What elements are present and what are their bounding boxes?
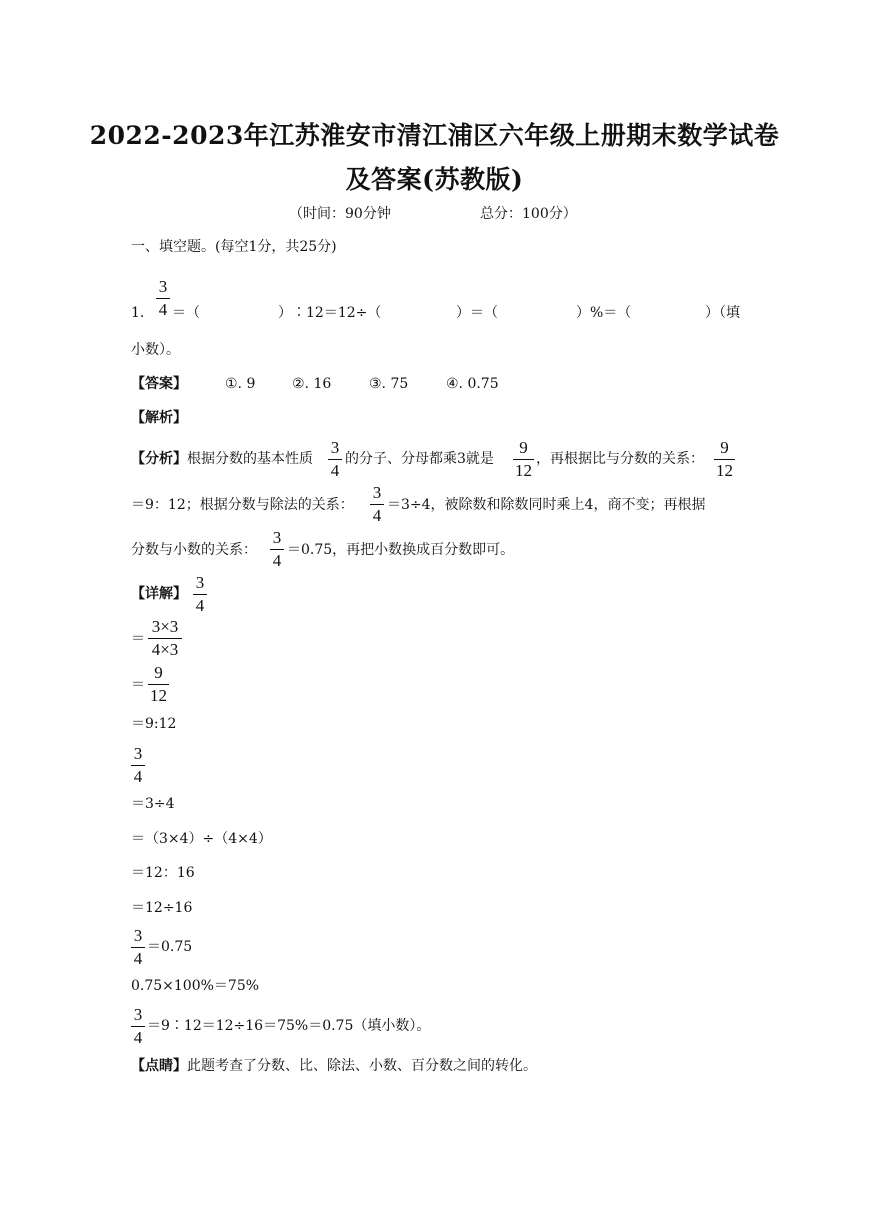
step-ratio: ＝9:12 — [131, 716, 177, 732]
fraction-bar — [131, 1026, 145, 1027]
numerator: 3 — [133, 926, 143, 945]
fraction-3-4 — [270, 528, 284, 571]
fraction-3-4 — [193, 573, 207, 616]
step-ratio-2: ＝12：16 — [131, 865, 195, 881]
blank-3: ）＝（ — [456, 305, 498, 321]
denominator: 4×3 — [151, 640, 179, 659]
fraction-3-4 — [131, 1005, 145, 1048]
fraction-9-12 — [513, 438, 534, 481]
fraction-bar — [513, 459, 534, 460]
fenxi-text-e: ＝3÷4，被除数和除数同时乘上4，商不变；再根据 — [387, 497, 706, 513]
fraction-3-4 — [131, 926, 145, 969]
fraction-bar — [714, 459, 735, 460]
fraction-bar — [148, 684, 169, 685]
equals-sign: ＝ — [131, 631, 145, 647]
answer-label: 【答案】 — [131, 376, 187, 392]
numerator: 3 — [158, 277, 168, 296]
numerator: 3 — [272, 528, 282, 547]
step-percent: 0.75×100%＝75% — [131, 978, 260, 994]
step-decimal: ＝0.75 — [147, 939, 193, 955]
numerator: 9 — [720, 438, 729, 457]
fenxi-text-c: ，再根据比与分数的关系： — [536, 451, 704, 467]
answer-1: ①. 9 — [225, 376, 256, 392]
fraction-3-4 — [156, 277, 170, 320]
answer-4: ④. 0.75 — [446, 376, 499, 392]
denominator: 4 — [158, 300, 168, 319]
blank-1: ＝（ — [172, 305, 200, 321]
exam-total-score: 总分：100分） — [480, 206, 577, 222]
fraction-bar — [156, 298, 170, 299]
question-continuation: 小数）。 — [131, 342, 180, 358]
numerator: 3 — [133, 1005, 143, 1024]
numerator: 9 — [154, 663, 163, 682]
denominator: 4 — [272, 551, 282, 570]
numerator: 3 — [195, 573, 205, 592]
fraction-9-12 — [714, 438, 735, 481]
step-division: ＝3÷4 — [131, 796, 175, 812]
step-division-2: ＝12÷16 — [131, 900, 193, 916]
numerator: 3×3 — [151, 617, 179, 636]
fraction-bar — [148, 638, 182, 639]
numerator: 3 — [330, 438, 340, 457]
denominator: 4 — [372, 506, 382, 525]
denominator: 4 — [133, 767, 143, 786]
numerator: 3 — [372, 483, 382, 502]
fraction-3-4 — [131, 744, 145, 787]
denominator: 4 — [195, 596, 205, 615]
fenxi-label: 【分析】 — [131, 451, 187, 467]
fenxi-text-b: 的分子、分母都乘3就是 — [345, 451, 494, 467]
fraction-3x3-4x3 — [148, 617, 182, 660]
fraction-bar — [270, 549, 284, 550]
blank-4: ）%＝（ — [576, 305, 632, 321]
equals-sign: ＝ — [131, 677, 145, 693]
fraction-3-4 — [370, 483, 384, 526]
fraction-bar — [328, 459, 342, 460]
denominator: 4 — [330, 461, 340, 480]
fraction-3-4 — [328, 438, 342, 481]
fraction-bar — [193, 594, 207, 595]
fraction-bar — [131, 765, 145, 766]
blank-5: ）（填 — [705, 305, 740, 321]
fenxi-text-d: ＝9：12；根据分数与除法的关系： — [131, 497, 354, 513]
fenxi-text-a: 根据分数的基本性质 — [187, 451, 313, 467]
denominator: 12 — [150, 686, 167, 705]
answer-2: ②. 16 — [292, 376, 332, 392]
analysis-label: 【解析】 — [131, 410, 187, 426]
blank-2: ）∶12＝12÷（ — [278, 305, 382, 321]
numerator: 9 — [519, 438, 528, 457]
denominator: 12 — [716, 461, 733, 480]
denominator: 4 — [133, 1028, 143, 1047]
section-heading: 一、填空题。(每空1分，共25分) — [131, 239, 337, 255]
denominator: 12 — [515, 461, 532, 480]
xiangjie-label: 【详解】 — [131, 586, 187, 602]
fraction-bar — [131, 947, 145, 948]
answer-3: ③. 75 — [369, 376, 409, 392]
fenxi-text-g: ＝0.75，再把小数换成百分数即可。 — [287, 542, 515, 558]
dianjing-label: 【点睛】 — [131, 1058, 187, 1074]
fenxi-text-f: 分数与小数的关系： — [131, 542, 257, 558]
denominator: 4 — [133, 949, 143, 968]
document-title-line1: 2022-2023年江苏淮安市清江浦区六年级上册期末数学试卷 — [89, 121, 780, 150]
final-answer: ＝9∶12＝12÷16＝75%＝0.75（填小数）。 — [147, 1018, 431, 1034]
document-title-line2: 及答案(苏教版) — [345, 165, 524, 194]
question-number: 1. — [131, 305, 145, 321]
fraction-9-12 — [148, 663, 169, 706]
dianjing-text: 此题考查了分数、比、除法、小数、百分数之间的转化。 — [187, 1058, 537, 1074]
fraction-bar — [370, 504, 384, 505]
exam-time: （时间：90分钟 — [289, 206, 391, 222]
step-multiply: ＝（3×4）÷（4×4） — [131, 831, 272, 847]
numerator: 3 — [133, 744, 143, 763]
